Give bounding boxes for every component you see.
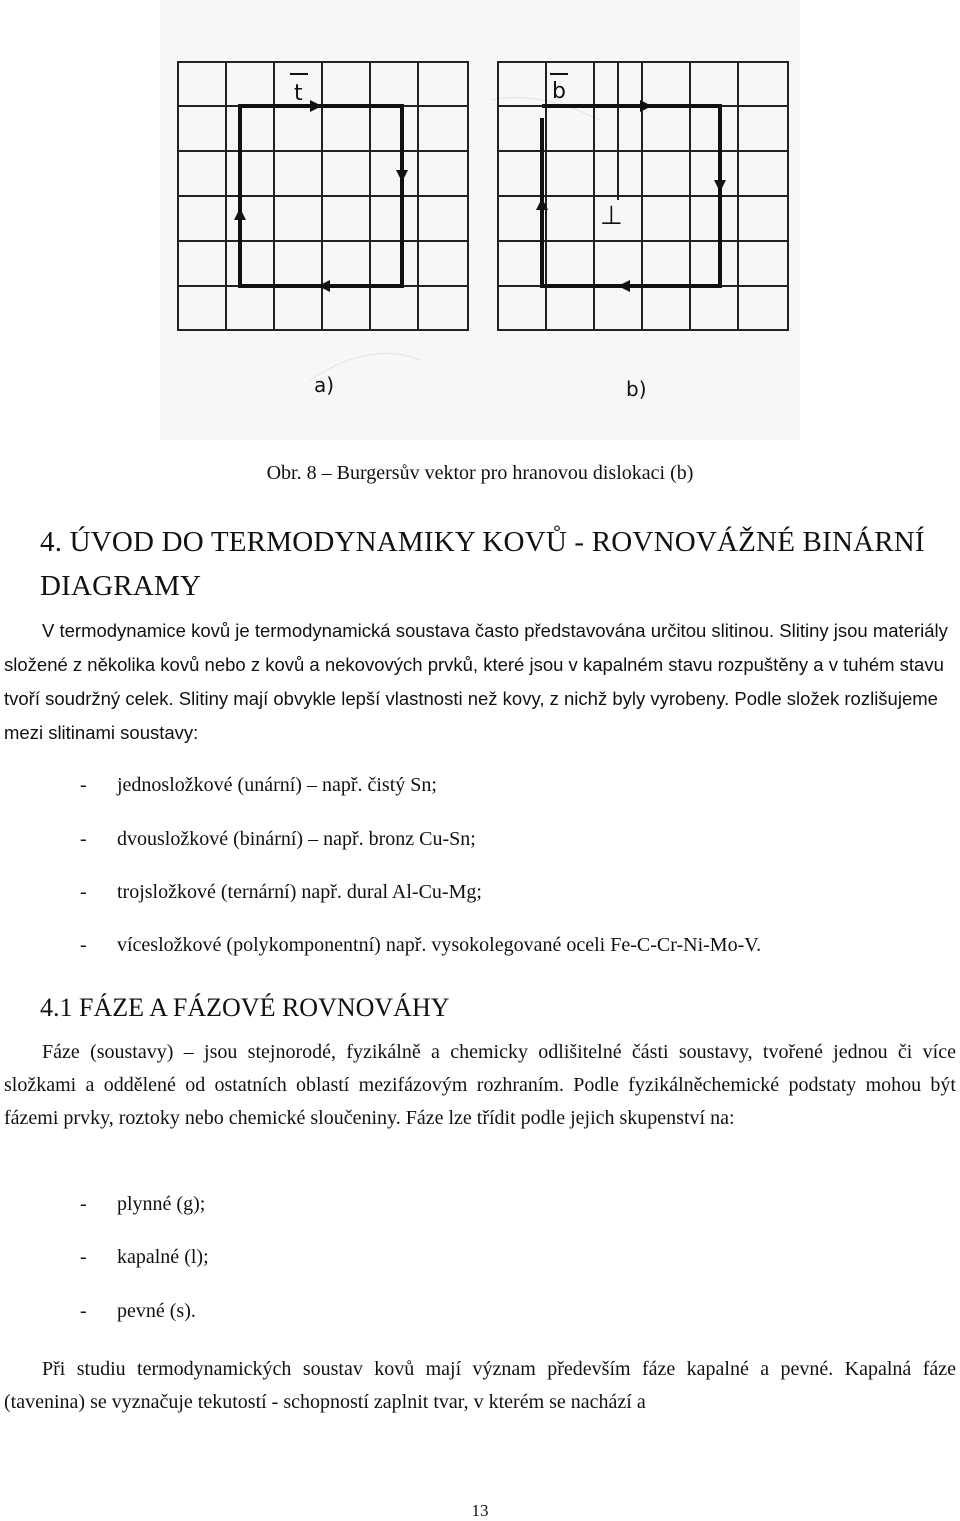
list-item: - jednosložkové (unární) – např. čistý Sn; [80,774,437,796]
closing-paragraph: Při studiu termodynamických soustav kovů mají význam především fáze kapalné a pevné. Kapalná fáze (tavenina) se vyznačuje tekutostí - schopností zaplnit tvar, v kterém se nachází a [4,1358,956,1413]
list-item: - dvousložkové (binární) – např. bronz Cu-Sn; [80,828,476,850]
list-item: - trojsložkové (ternární) např. dural Al-Cu-Mg; [80,881,482,903]
panel-b-label: b) [626,377,647,401]
phase-paragraph: Fáze (soustavy) – jsou stejnorodé, fyzikálně a chemicky odlišitelné části soustavy, tvořené jednou či více složkami a oddělené od ostatních oblastí mezifázovým rozhraním. Podle fyzikálněchemické podstaty mohou být fázemi prvky, roztoky nebo chemické sloučeniny. Fáze lze třídit podle jejich skupenství na: [4,1041,956,1129]
page-number: 13 [471,1501,489,1520]
panel-a-label: a) [314,373,335,397]
figure-caption: Obr. 8 – Burgersův vektor pro hranovou dislokaci (b) [266,462,694,484]
vector-label-t: t [294,81,303,106]
list-item: - kapalné (l); [80,1246,209,1268]
chapter-heading: 4. ÚVOD DO TERMODYNAMIKY KOVŮ - ROVNOVÁŽNÉ BINÁRNÍ DIAGRAMY [40,526,925,602]
burgers-vector-figure [160,0,800,440]
vector-label-b: b [552,79,566,104]
list-item: - plynné (g); [80,1193,206,1215]
list-item: - pevné (s). [80,1300,196,1322]
intro-paragraph: V termodynamice kovů je termodynamická soustava často představována určitou slitinou. Slitiny jsou materiály složené z několika kovů nebo z kovů a nekovových prvků, které jsou v kapalném stavu rozpuštěny a v tuhém stavu tvoří soudržný celek. Slitiny mají obvykle lepší vlastnosti než kovy, z nichž byly vyrobeny. Podle složek rozlišujeme mezi slitinami soustavy: [4,620,948,743]
edge-dislocation-symbol: ⊥ [600,201,623,231]
list-item: - vícesložkové (polykomponentní) např. vysokolegované oceli Fe-C-Cr-Ni-Mo-V. [80,934,762,956]
section-heading: 4.1 FÁZE A FÁZOVÉ ROVNOVÁHY [40,993,450,1022]
